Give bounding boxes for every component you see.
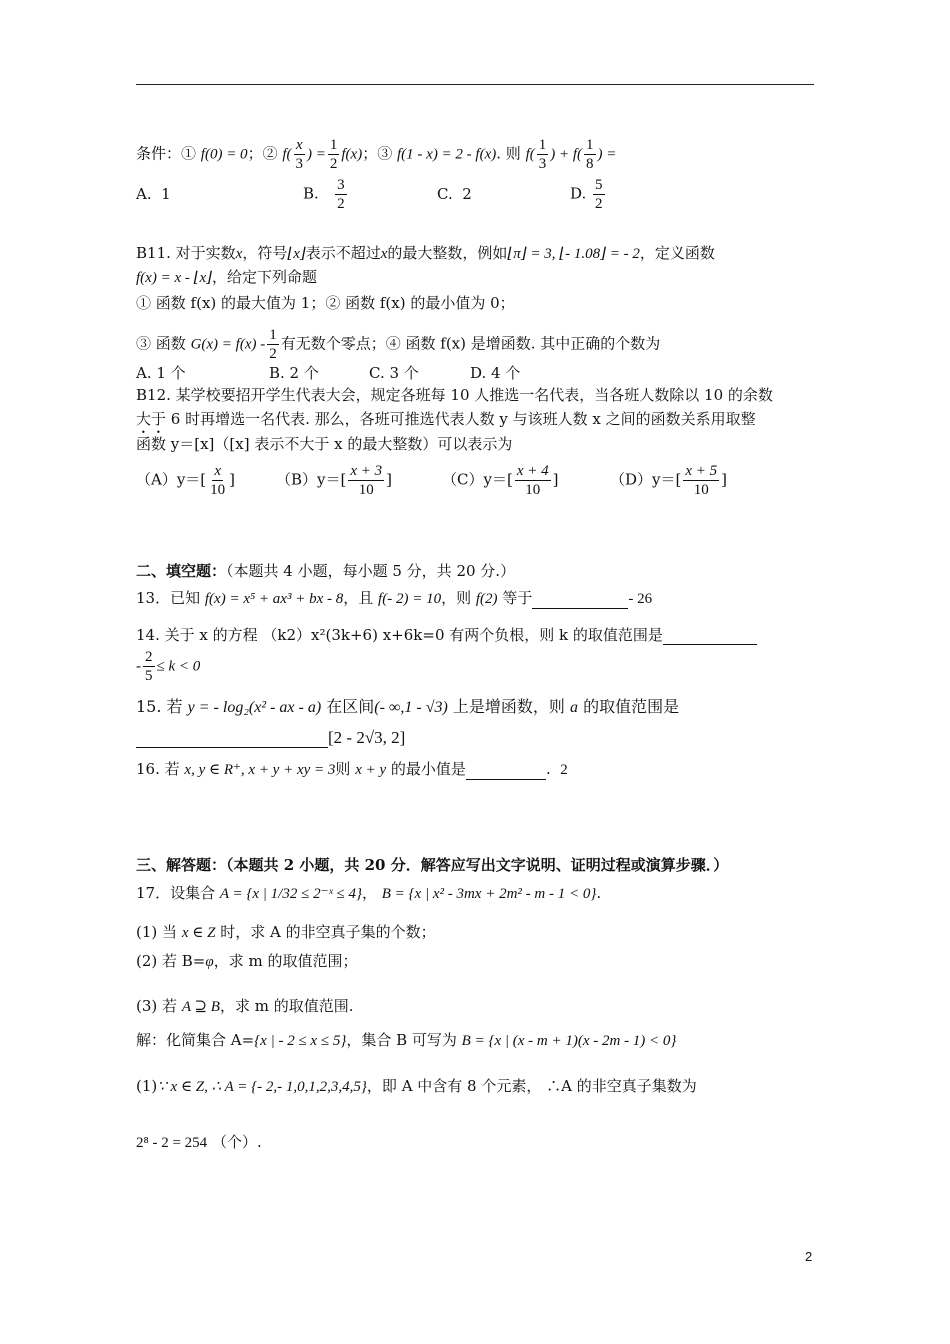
q15-answer-blank bbox=[136, 731, 328, 748]
section3-heading: 三、解答题：（本题共 2 小题，共 20 分．解答应写出文字说明、证明过程或演算步骤．） bbox=[136, 856, 729, 874]
q13: 13．已知 f(x) = x⁵ + ax³ + bx - 8，且 f(- 2) = 10，则 f(2) 等于 - 26 bbox=[136, 589, 653, 607]
q10-cond2-left: f( bbox=[282, 146, 292, 163]
q10-ask-f1: f( bbox=[525, 146, 535, 163]
q11-choice-b: B. 2 个 bbox=[269, 364, 319, 382]
q16: 16. 若 x, y ∈ R⁺, x + y + xy = 3则 x + y 的最小值是 . 2 bbox=[136, 760, 568, 778]
q10-choice-b: B. $\frac{3}{2}$ bbox=[303, 177, 345, 212]
q17-part3: (3) 若 A ⊇ B，求 m 的取值范围. bbox=[136, 997, 354, 1015]
section2-heading: 二、填空题：（本题共 4 小题，每小题 5 分，共 20 分.） bbox=[136, 562, 516, 580]
q10-cond2-mid: ) = bbox=[307, 146, 326, 163]
q14-answer: - $\frac{2}{5}$ ≤ k < 0 bbox=[136, 649, 201, 684]
q17-stem: 17．设集合 A = {x | 1/32 ≤ 2⁻ˣ ≤ 4}， B = {x | x² - 3mx + 2m² - m - 1 < 0}. bbox=[136, 884, 602, 902]
q11-line1: B11. 对于实数x，符号⌊x⌋表示不超过x的最大整数，例如⌊π⌋ = 3, ⌊- 1.08⌋ = - 2，定义函数 bbox=[136, 244, 715, 262]
q10-frac-x3: $\frac{x}{3}$ bbox=[295, 137, 304, 172]
q10-sep1: ；② bbox=[247, 144, 283, 163]
q10-frac-13: $\frac{1}{3}$ bbox=[538, 137, 547, 172]
q17-part2: (2) 若 B=φ，求 m 的取值范围； bbox=[136, 952, 358, 970]
q13-answer: - 26 bbox=[628, 591, 653, 607]
q10-ask-end: ) = bbox=[597, 146, 617, 163]
q11-line4: ③ 函数 G(x) = f(x) - $\frac{1}{2}$ 有无数个零点；④ 函数 f(x) 是增函数. 其中正确的个数为 bbox=[136, 327, 661, 362]
q10-frac-18: $\frac{1}{8}$ bbox=[586, 137, 594, 172]
q16-answer-blank bbox=[466, 763, 546, 780]
q14: 14. 关于 x 的方程 （k2）x²(3k+6) x+6k=0 有两个负根，则 k 的取值范围是 bbox=[136, 625, 757, 645]
header-rule bbox=[136, 84, 814, 85]
q10-ask-prefix: . 则 bbox=[496, 144, 526, 163]
q12-line2: 大于 6 时再增选一名代表. 那么，各班可推选代表人数 y 与该班人数 x 之间的函数关系用取整 bbox=[136, 410, 756, 428]
q12-line1: B12. 某学校要招开学生代表大会，规定各班每 10 人推选一名代表，当各班人数除以 10 的余数 bbox=[136, 386, 773, 404]
q10-cond-prefix: 条件：① bbox=[136, 144, 201, 163]
q10-choice-d: D. $\frac{5}{2}$ bbox=[570, 177, 603, 212]
q10-choice-c: C. 2 bbox=[437, 185, 472, 203]
q15: 15. 若 y = - log₂(x² - ax - a) 在区间(- ∞,1 - √3) 上是增函数，则 a 的取值范围是 bbox=[136, 697, 680, 716]
q17-solution-2: 2⁸ - 2 = 254 （个）. bbox=[136, 1133, 262, 1151]
q12-choice-b: （B）y＝[ $\frac{x + 3}{10}$ ] bbox=[276, 463, 392, 498]
q10-cond2-right: f(x) bbox=[341, 146, 363, 163]
q10-ask-mid: ) + f( bbox=[550, 146, 583, 163]
q10-choice-a: A. 1 bbox=[136, 185, 171, 203]
q12-choice-c: （C）y＝[ $\frac{x + 4}{10}$ ] bbox=[442, 463, 559, 498]
q10-cond3: f(1 - x) = 2 - f(x) bbox=[397, 146, 497, 163]
q11-line3: ① 函数 f(x) 的最大值为 1；② 函数 f(x) 的最小值为 0； bbox=[136, 294, 515, 312]
q16-answer: 2 bbox=[560, 762, 568, 778]
q15-answer-line bbox=[136, 728, 405, 748]
q10-sep2: ；③ bbox=[362, 144, 397, 163]
q12-line3: 函数 y＝[x]（[x] 表示不大于 x 的最大整数）可以表示为 bbox=[136, 435, 513, 453]
q11-choice-c: C. 3 个 bbox=[369, 364, 419, 382]
page-number: 2 bbox=[805, 1249, 813, 1264]
q12-choice-d: （D）y＝[ $\frac{x + 5}{10}$ ] bbox=[610, 463, 727, 498]
q10-frac-12: $\frac{1}{2}$ bbox=[329, 137, 338, 172]
q10-conditions bbox=[136, 136, 616, 173]
q14-answer-blank bbox=[663, 628, 757, 645]
q15-answer: [2 - 2√3, 2] bbox=[328, 728, 406, 747]
q17-solution-intro: 解：化简集合 A={x | - 2 ≤ x ≤ 5}，集合 B 可写为 B = {x | (x - m + 1)(x - 2m - 1) < 0} bbox=[136, 1031, 677, 1049]
q11-line2: f(x) = x - ⌊x⌋，给定下列命题 bbox=[136, 268, 317, 286]
q11-choice-d: D. 4 个 bbox=[470, 364, 521, 382]
q12-choice-a: （A）y＝[ $\frac{x}{10}$ ] bbox=[136, 463, 236, 498]
q13-answer-blank bbox=[532, 592, 628, 609]
q11-choice-a: A. 1 个 bbox=[136, 364, 186, 382]
q11-frac-12: $\frac{1}{2}$ bbox=[269, 327, 277, 362]
q17-part1: (1) 当 x ∈ Z 时，求 A 的非空真子集的个数； bbox=[136, 923, 436, 941]
q10-cond1: f(0) = 0 bbox=[200, 146, 248, 163]
q17-solution-1: (1)∵ x ∈ Z, ∴ A = {- 2,- 1,0,1,2,3,4,5}，即 A 中含有 8 个元素， ∴A 的非空真子集数为 bbox=[136, 1077, 697, 1095]
